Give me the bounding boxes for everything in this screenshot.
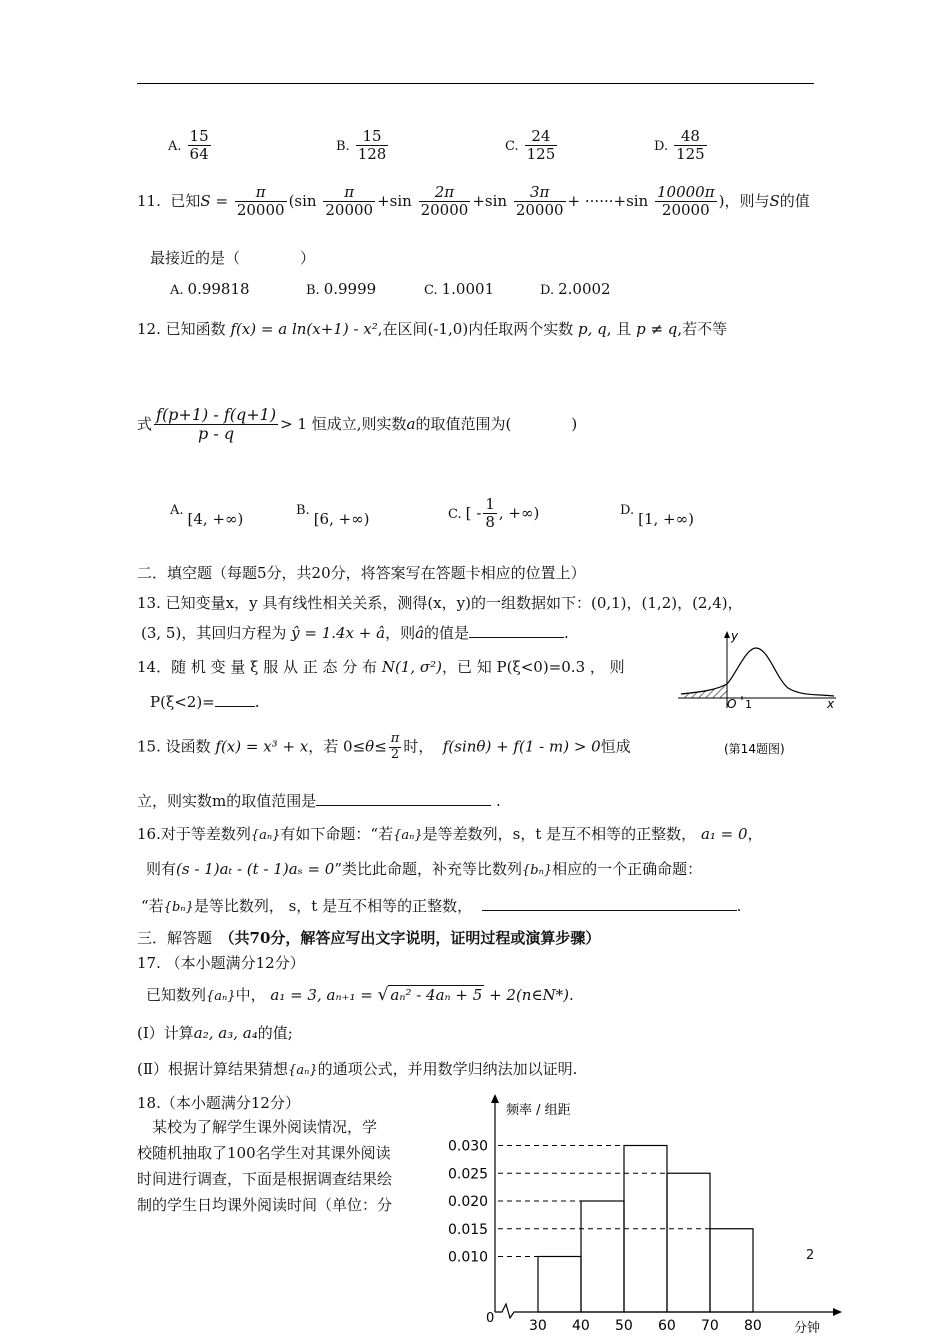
hist-y-tick-label: 0.030 — [448, 1138, 489, 1155]
hist-x-tick-label: 30 — [529, 1318, 547, 1334]
q10-option-d: D. $\frac{48}{125}$ — [654, 127, 705, 164]
q16-line2: 则有(s - 1)aₜ - (t - 1)aₛ = 0”类比此命题，补充等比数列{bₙ}相应的一个正确命题： — [146, 860, 703, 878]
q13-line2: (3, 5)，其回归方程为 ŷ = 1.4x + â，则â的值是 . — [141, 624, 569, 642]
hist-x-tick-label: 80 — [744, 1318, 762, 1334]
hist-y-tick-label: 0.015 — [448, 1221, 489, 1238]
hist-x-tick-label: 50 — [615, 1318, 633, 1334]
q12-option-d: D. [1, +∞) — [620, 503, 694, 528]
q17-part2: (Ⅱ）根据计算结果猜想{aₙ}的通项公式，并用数学归纳法加以证明. — [137, 1060, 578, 1078]
fig-one-label: 1 — [745, 698, 752, 711]
q18-text — [137, 1114, 392, 1218]
hist-x-tick-label: 40 — [572, 1318, 590, 1334]
hist-bar — [581, 1201, 624, 1312]
q17-line1: 已知数列{aₙ}中， a₁ = 3, aₙ₊₁ = √ aₙ² - 4aₙ + 5 + 2(n∈N*). — [146, 985, 574, 1005]
hist-y-tick-label: 0.010 — [448, 1249, 489, 1266]
q11-option-a: A. 0.99818 — [170, 280, 250, 298]
q18-histogram — [440, 1090, 850, 1344]
q11-option-d: D. 2.0002 — [540, 280, 611, 298]
hist-y-tick-label: 0.025 — [448, 1166, 489, 1183]
header-rule — [137, 83, 814, 84]
q11-option-b: B. 0.9999 — [306, 280, 377, 298]
hist-x-tick-label: 60 — [658, 1318, 676, 1334]
q15-line2: 立，则实数m的取值范围是 . — [137, 792, 501, 810]
q16-line1: 16.对于等差数列{aₙ}有如下命题：“若{aₙ}是等差数列，s，t 是互不相等的正整数， a₁ = 0， — [137, 825, 763, 843]
hist-origin: 0 — [486, 1311, 495, 1326]
hist-bar — [667, 1173, 710, 1312]
q12-option-b: B. [6, +∞) — [296, 503, 370, 528]
q18-head: 18.（本小题满分12分） — [137, 1094, 300, 1112]
fig-origin-label: O — [727, 697, 737, 711]
q16-line3: “若{bₙ}是等比数列， s，t 是互不相等的正整数， . — [141, 897, 742, 915]
density-curve — [681, 648, 834, 696]
hist-x-tick-label: 70 — [701, 1318, 719, 1334]
hist-x-arrow-icon — [833, 1308, 842, 1316]
page-number: 2 — [806, 1248, 815, 1263]
hist-bar — [710, 1229, 753, 1312]
q12-line2: 式 $\frac{f(p+1) - f(q+1)}{p - q}$ > 1 恒成立,则实数a的取值范围为( ) — [137, 405, 578, 444]
q18-text-line: 时间进行调查，下面是根据调查结果绘 — [137, 1170, 393, 1188]
fig-caption: (第14题图) — [724, 742, 785, 756]
axis-break-icon — [495, 1304, 515, 1318]
q12-line1: 12. 已知函数 f(x) = a ln(x+1) - x²,在区间(-1,0)内任取两个实数 p, q, 且 p ≠ q,若不等 — [137, 320, 728, 338]
q11-option-c: C. 1.0001 — [424, 280, 495, 298]
q17-part1: (Ⅰ）计算a₂, a₃, a₄的值; — [137, 1024, 293, 1042]
q13-line1: 13. 已知变量x，y 具有线性相关关系，测得(x，y)的一组数据如下：(0,1)，(1,2)，(2,4)， — [137, 594, 743, 612]
q12-option-a: A. [4, +∞) — [170, 503, 244, 528]
hist-y-arrow-icon — [491, 1094, 499, 1103]
q18-text-line: 某校为了解学生课外阅读情况，学 — [137, 1118, 378, 1136]
q10-option-a: A. $\frac{15}{64}$ — [168, 127, 209, 164]
section-3-title: 三．解答题 （共70分，解答应写出文字说明，证明过程或演算步骤） — [137, 929, 601, 947]
q17-head: 17. （本小题满分12分） — [137, 954, 305, 972]
q12-option-c: C. [ - $\frac{1}{8}$ , +∞) — [448, 495, 540, 532]
q10-option-c: C. $\frac{24}{125}$ — [505, 127, 556, 164]
q14-line1: 14．随 机 变 量 ξ 服 从 正 态 分 布 N(1, σ²)，已 知 P(ξ<0)=0.3 ， 则 — [137, 658, 625, 676]
hist-xlabel: 分钟 — [794, 1321, 821, 1336]
q18-text-line: 制的学生日均课外阅读时间（单位：分 — [137, 1196, 393, 1214]
q11-line2: 最接近的是（ ） — [150, 249, 316, 267]
q15-line1: 15. 设函数 f(x) = x³ + x，若 0≤θ≤ $\frac{\pi}{2}$ 时， f(sinθ) + f(1 - m) > 0恒成 — [137, 731, 631, 762]
q18-text-line: 校随机抽取了100名学生对其课外阅读 — [137, 1144, 391, 1162]
hist-ylabel: 频率 / 组距 — [506, 1103, 571, 1118]
y-arrow-icon — [724, 631, 730, 638]
hist-bar — [538, 1257, 581, 1313]
fig-y-label: y — [731, 629, 739, 643]
hist-y-tick-label: 0.020 — [448, 1194, 489, 1210]
q11-line1: 11. 已知S = $\frac{\pi}{20000}$ (sin $\frac{\pi}{20000}$ +sin $\frac{2\pi}{20000}$ +sin $\frac{3\pi}{20000}$ + ······+sin $\frac{10000\pi}{20000}$ )，则与S的值 — [137, 183, 810, 220]
q10-option-b: B. $\frac{15}{128}$ — [336, 127, 387, 164]
fig-x-label: x — [827, 697, 835, 711]
q14-line2: P(ξ<2)= . — [150, 693, 260, 711]
q14-normal-curve-figure — [676, 628, 846, 760]
section-2-title: 二．填空题（每题5分，共20分，将答案写在答题卡相应的位置上） — [137, 564, 586, 582]
